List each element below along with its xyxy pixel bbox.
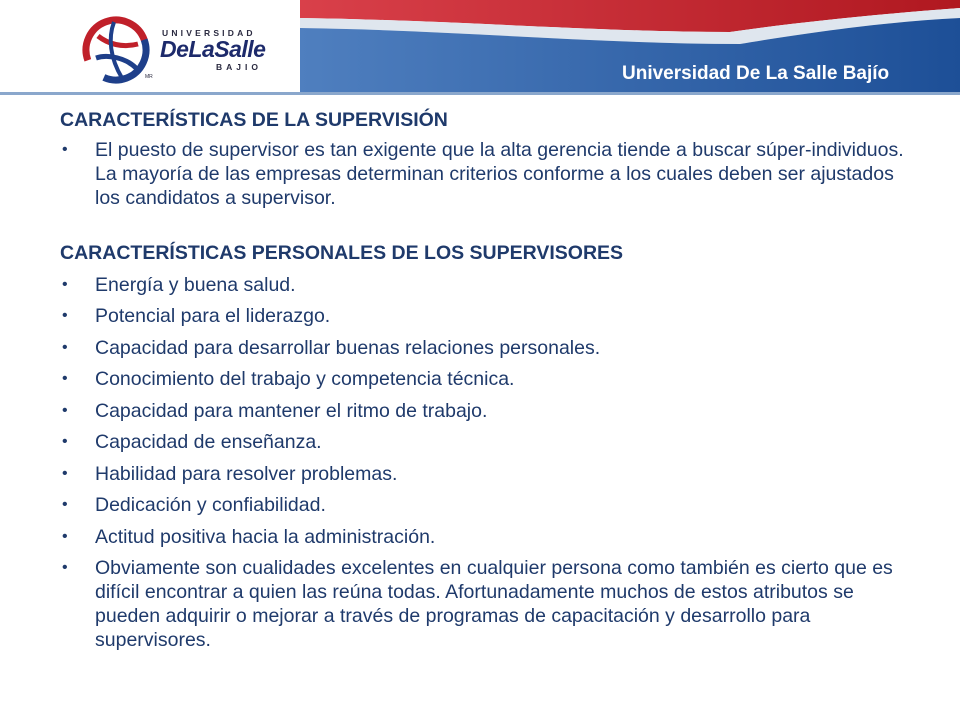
logo-line-1: UNIVERSIDAD xyxy=(162,28,256,38)
section-2-list xyxy=(60,273,920,653)
bullet-icon: • xyxy=(62,559,68,576)
list-item xyxy=(60,430,920,454)
slide-content xyxy=(60,108,920,652)
list-item xyxy=(60,367,920,391)
bullet-icon: • xyxy=(62,401,68,419)
list-item xyxy=(60,304,920,328)
list-item xyxy=(60,138,920,210)
list-item xyxy=(60,493,920,517)
logo-line-2: DeLaSalle xyxy=(160,36,266,62)
bullet-icon: • xyxy=(62,464,68,482)
list-item-text: Capacidad de enseñanza. xyxy=(95,431,322,453)
bullet-icon: • xyxy=(62,307,68,324)
list-item-text: Obviamente son cualidades excelentes en cualquier persona como también es cierto que es difícil encontrar a quien las reúna todas. Afortunadamente muchos de estos atributos se pueden adquirir o mejorar a través de programas de capacitación y desarrollo para supervisores. xyxy=(95,557,893,651)
list-item-text: Dedicación y confiabilidad. xyxy=(95,494,326,516)
list-item xyxy=(60,273,920,297)
banner-title: Universidad De La Salle Bajío xyxy=(622,63,890,84)
list-item-text: Energía y buena salud. xyxy=(95,273,296,296)
list-item-text: Capacidad para mantener el ritmo de trabajo. xyxy=(95,399,488,422)
bullet-icon: • xyxy=(62,370,68,387)
section-1-heading: CARACTERÍSTICAS DE LA SUPERVISIÓN xyxy=(60,109,448,131)
header-banner xyxy=(0,0,960,100)
bullet-icon: • xyxy=(62,338,68,356)
list-item xyxy=(60,399,920,423)
list-item xyxy=(60,556,920,652)
bullet-icon: • xyxy=(62,496,68,513)
list-item-text: Habilidad para resolver problemas. xyxy=(95,462,398,485)
list-item xyxy=(60,462,920,486)
section-2-heading: CARACTERÍSTICAS PERSONALES DE LOS SUPERVISORES xyxy=(60,242,624,264)
list-item xyxy=(60,336,920,360)
list-item-text: Actitud positiva hacia la administración. xyxy=(95,525,436,548)
list-item-text: El puesto de supervisor es tan exigente que la alta gerencia tiende a buscar súper-individuos. La mayoría de las empresas determinan criterios conforme a los cuales deben ser ajustados los candidatos a supervisor. xyxy=(95,139,904,209)
list-item-text: Potencial para el liderazgo. xyxy=(95,305,331,327)
list-item-text: Conocimiento del trabajo y competencia técnica. xyxy=(95,368,515,390)
bullet-icon: • xyxy=(62,433,68,450)
list-item-text: Capacidad para desarrollar buenas relaciones personales. xyxy=(95,336,601,359)
bullet-icon: • xyxy=(62,527,68,545)
bullet-icon: • xyxy=(62,141,68,158)
section-1-list xyxy=(60,138,920,210)
logo-line-3: BAJIO xyxy=(216,62,262,72)
list-item xyxy=(60,525,920,549)
logo-mark: MR xyxy=(145,74,153,80)
bullet-icon: • xyxy=(62,275,68,293)
